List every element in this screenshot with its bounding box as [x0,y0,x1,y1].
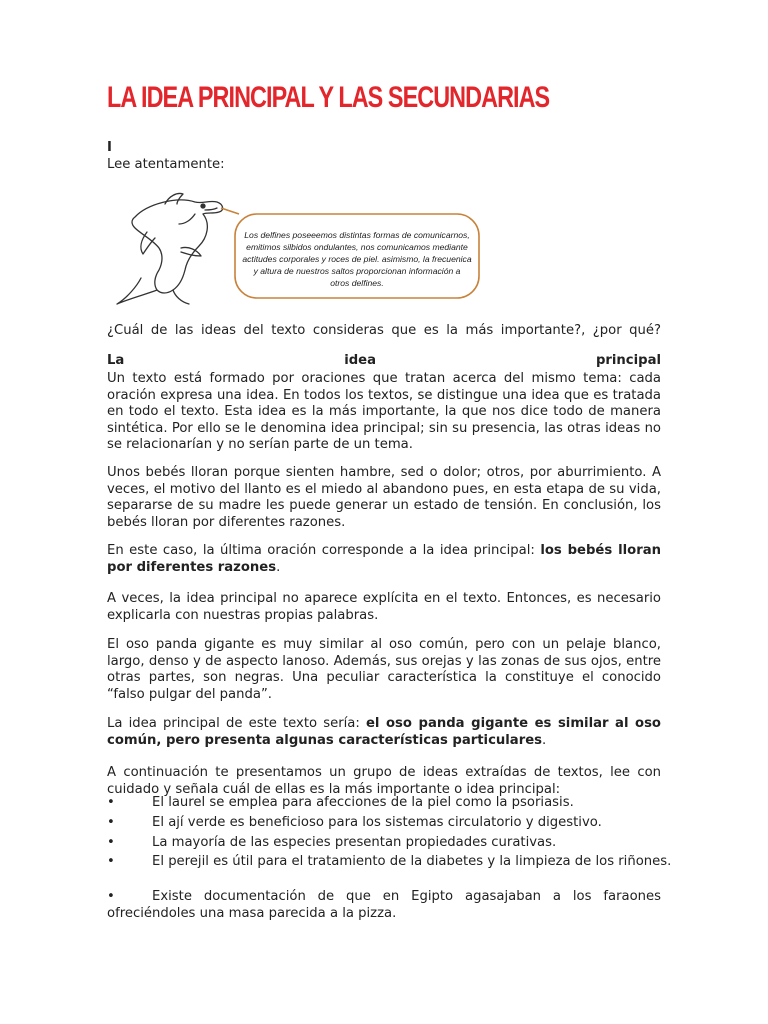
instruction-text: Lee atentamente: [107,157,225,172]
bubble-line: Los delfines poseeemos distintas formas de comunicarnos, [244,230,470,240]
heading-word: La [107,353,125,368]
question-text: ¿Cuál de las ideas del texto consideras que es la más importante?, ¿por qué? [107,323,661,338]
main-idea-highlight: los bebés lloran por diferentes razones [107,543,661,575]
bullet-icon: • [107,854,115,869]
paragraph-panda-idea: La idea principal de este texto sería: el oso panda gigante es similar al oso común, pero presenta algunas características particulares. [107,716,661,748]
heading-word: principal [595,353,661,368]
bubble-line: otros delfines. [330,278,384,288]
bubble-line: emitimos silbidos ondulantes, nos comunicamos mediante [246,242,468,252]
dolphin-illustration [107,190,487,310]
page-title: LA IDEA PRINCIPAL Y LAS SECUNDARIAS [107,81,550,114]
bullet-icon: • [107,835,115,850]
heading-word: idea [344,353,377,368]
list-item [107,889,661,922]
paragraph-conclusion: En este caso, la última oración corresponde a la idea principal: los bebés lloran por diferentes razones. [107,543,661,575]
bubble-line: actitudes corporales y roces de piel. asimismo, la frecuenica [242,254,472,264]
bubble-line: y altura de nuestros saltos proporcionan información a [253,266,461,276]
section-heading [107,353,661,370]
main-idea-highlight: el oso panda gigante es similar al oso común, pero presenta algunas características particulares [107,716,661,748]
paragraph-definition: Un texto está formado por oraciones que tratan acerca del mismo tema: cada oración expresa una idea. En todos los textos, se distingue una idea que es tratada en todo el texto. Esta idea es la más importante, la que nos dice todo de manera sintética. Por ello se le denomina idea principal; sin su presencia, las otras ideas no se relacionarían y no serían parte de un tema. [107,371,661,452]
paragraph-implicit: A veces, la idea principal no aparece explícita en el texto. Entonces, es necesario explicarla con nuestras propias palabras. [107,591,661,623]
bullet-icon: • [107,795,115,810]
list-item-text: La mayoría de las especies presentan propiedades curativas. [152,835,557,850]
list-item-text: El laurel se emplea para afecciones de la piel como la psoriasis. [152,795,574,810]
list-item-text: El perejil es útil para el tratamiento de la diabetes y la limpieza de los riñones. [152,854,672,869]
list-item-text: Existe documentación de que en Egipto agasajaban a los faraones ofreciéndoles una masa parecida a la pizza. [107,889,661,921]
paragraph-exercise: A continuación te presentamos un grupo de ideas extraídas de textos, lee con cuidado y señala cuál de ellas es la más importante o idea principal: [107,765,661,797]
section-marker: I [107,140,112,155]
paragraph-babies: Unos bebés lloran porque sienten hambre, sed o dolor; otros, por aburrimiento. A veces, el motivo del llanto es el miedo al abandono pues, en esta etapa de su vida, separarse de su madre les puede generar un estado de tensión. En conclusión, los bebés lloran por diferentes razones. [107,465,661,530]
bullet-icon: • [107,815,115,830]
list-item-text: El ají verde es beneficioso para los sistemas circulatorio y digestivo. [152,815,602,830]
dolphin-icon [117,193,223,304]
bullet-icon: • [107,889,115,904]
paragraph-panda: El oso panda gigante es muy similar al oso común, pero con un pelaje blanco, largo, denso y de aspecto lanoso. Además, sus orejas y las zonas de sus ojos, entre otras partes, son negras. Una peculiar característica la constituye el conocido “falso pulgar del panda”. [107,637,661,702]
